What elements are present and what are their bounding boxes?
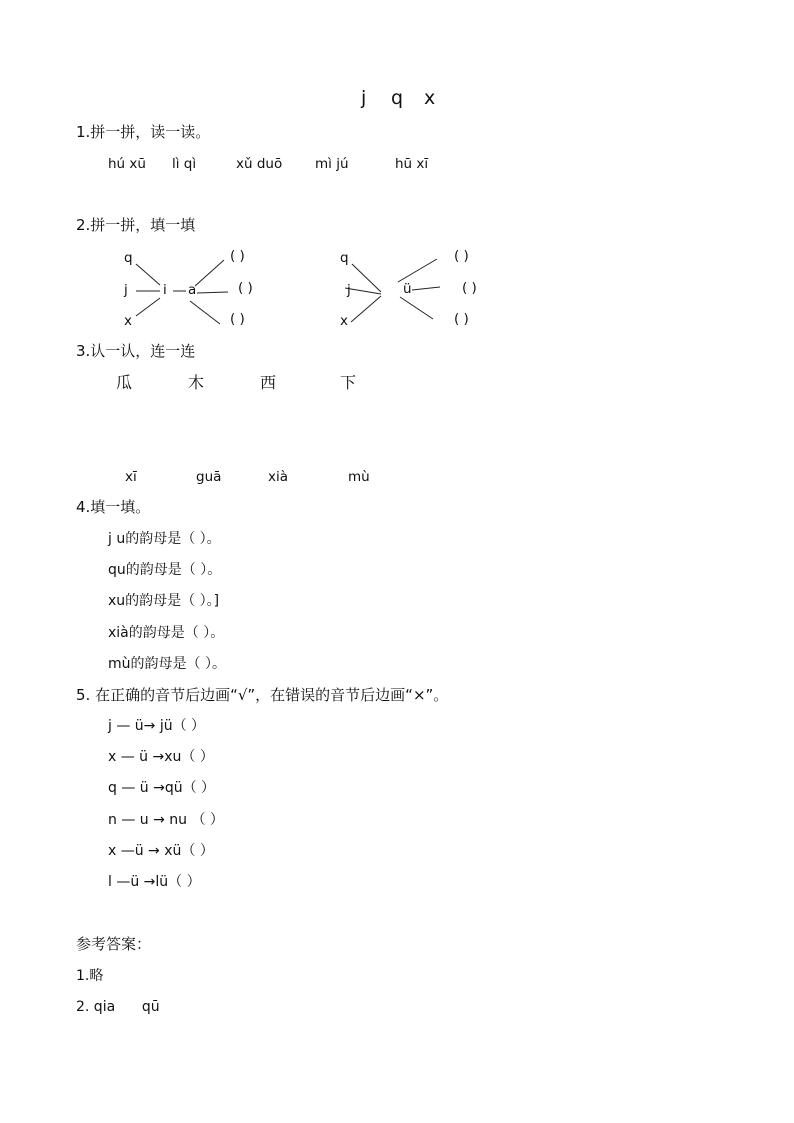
section4-heading: 4.填一填。 bbox=[76, 498, 151, 516]
pinyin-word: lì qì bbox=[172, 156, 197, 172]
section1-heading: 1.拼一拼，读一读。 bbox=[76, 123, 211, 141]
medial-i: i bbox=[163, 282, 167, 298]
check-item[interactable]: l —ü →lü（ ） bbox=[108, 874, 201, 890]
fill-item[interactable]: xià的韵母是（ ）。 bbox=[108, 625, 225, 641]
initial-q: q bbox=[340, 250, 349, 266]
answer-blank[interactable]: ( ) bbox=[462, 280, 477, 296]
character-xia[interactable]: 下 bbox=[340, 373, 357, 392]
check-item[interactable]: q — ü →qü（ ） bbox=[108, 780, 216, 796]
answer-blank[interactable]: ( ) bbox=[454, 311, 469, 327]
pinyin-word: hū xī bbox=[395, 156, 429, 172]
pinyin-word: hú xū bbox=[108, 156, 146, 172]
title-x: x bbox=[424, 87, 436, 109]
initial-x: x bbox=[124, 313, 132, 329]
pinyin-word: mì jú bbox=[315, 156, 349, 172]
answer-blank[interactable]: ( ) bbox=[230, 248, 245, 264]
initial-j: j bbox=[347, 282, 351, 298]
fill-item[interactable]: j u的韵母是（ ）。 bbox=[108, 531, 221, 547]
initial-j: j bbox=[124, 282, 128, 298]
title-q: q bbox=[391, 87, 404, 109]
pinyin-xi[interactable]: xī bbox=[125, 469, 137, 485]
character-gua[interactable]: 瓜 bbox=[116, 373, 133, 392]
answer-item: 2. qia qū bbox=[76, 999, 160, 1015]
answers-heading: 参考答案： bbox=[76, 935, 152, 953]
answer-blank[interactable]: ( ) bbox=[454, 248, 469, 264]
check-item[interactable]: n — u → nu （ ） bbox=[108, 812, 224, 828]
section3-heading: 3.认一认，连一连 bbox=[76, 342, 196, 360]
pinyin-mu[interactable]: mù bbox=[348, 469, 370, 485]
fill-item[interactable]: mù的韵母是（ ）。 bbox=[108, 656, 226, 672]
section5-heading: 5. 在正确的音节后边画“√”，在错误的音节后边画“×”。 bbox=[76, 686, 449, 704]
character-xi[interactable]: 西 bbox=[260, 373, 277, 392]
pinyin-gua[interactable]: guā bbox=[196, 469, 222, 485]
answer-item: 1.略 bbox=[76, 968, 104, 984]
final-a: a bbox=[188, 282, 197, 298]
final-u-umlaut: ü bbox=[403, 281, 412, 297]
fill-item[interactable]: xu的韵母是（ ）。] bbox=[108, 593, 220, 609]
fill-item[interactable]: qu的韵母是（ ）。 bbox=[108, 562, 222, 578]
check-item[interactable]: x — ü →xu（ ） bbox=[108, 749, 214, 765]
check-item[interactable]: j — ü→ jü（ ） bbox=[108, 718, 206, 734]
answer-blank[interactable]: ( ) bbox=[230, 311, 245, 327]
check-item[interactable]: x —ü → xü（ ） bbox=[108, 843, 214, 859]
initial-x: x bbox=[340, 313, 348, 329]
pinyin-xia[interactable]: xià bbox=[268, 469, 289, 485]
section2-heading: 2.拼一拼，填一填 bbox=[76, 216, 196, 234]
initial-q: q bbox=[124, 250, 133, 266]
title-j: j bbox=[361, 87, 367, 109]
answer-blank[interactable]: ( ) bbox=[238, 280, 253, 296]
character-mu[interactable]: 木 bbox=[188, 373, 205, 392]
pinyin-word: xǔ duō bbox=[236, 156, 283, 172]
